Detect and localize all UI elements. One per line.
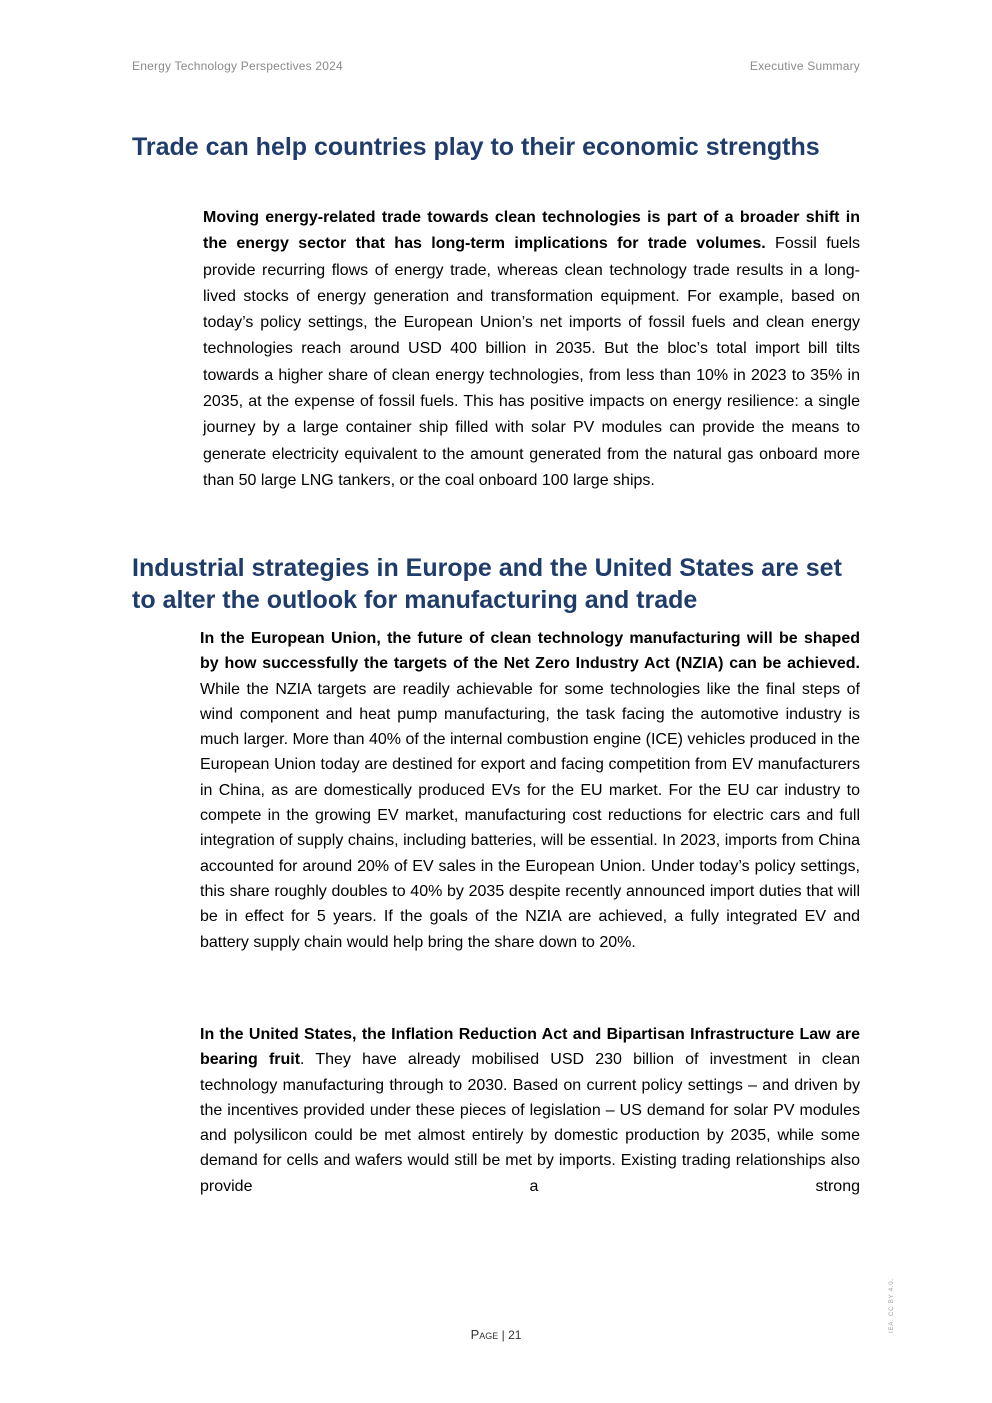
paragraph-lead: In the United States, the Inflation Reduction Act and Bipartisan Infrastructure Law are bearing fruit — [200, 1026, 860, 1069]
section-name: Executive Summary — [749, 59, 860, 73]
page-header — [132, 59, 860, 75]
license-note: IEA. CC BY 4.0. — [889, 1278, 895, 1333]
page-footer — [0, 1327, 992, 1342]
paragraph-us — [200, 1022, 860, 1199]
paragraph-body: . They have already mobilised USD 230 billion of investment in clean technology manufacturing through to 2030. Based on current policy settings – and driven by the incentives provided under these pieces of legislation – US demand for solar PV modules and polysilicon could be met almost entirely by domestic production by 2035, while some demand for cells and wafers would still be met by imports. Existing trading relationships also provide a strong — [200, 1051, 860, 1195]
paragraph-body: Fossil fuels provide recurring flows of energy trade, whereas clean technology trade results in a long-lived stocks of energy generation and transformation equipment. For example, based on today’s policy settings, the European Union’s net imports of fossil fuels and clean energy technologies reach around USD 400 billion in 2035. But the bloc’s total import bill tilts towards a higher share of clean energy technologies, from less than 10% in 2023 to 35% in 2035, at the expense of fossil fuels. This has positive impacts on energy resilience: a single journey by a large container ship filled with solar PV modules can provide the means to generate electricity equivalent to the amount generated from the natural gas onboard more than 50 large LNG tankers, or the coal onboard 100 large ships. — [203, 235, 860, 489]
paragraph-eu — [200, 626, 860, 955]
page-label: Page — [470, 1327, 499, 1342]
section-heading-industrial: Industrial strategies in Europe and the United States are set to alter the outlook for manufacturing and trade — [132, 554, 842, 614]
page-number: 21 — [508, 1328, 522, 1342]
paragraph-trade — [203, 205, 860, 494]
page-separator: | — [498, 1328, 509, 1342]
paragraph-lead: Moving energy-related trade towards clean technologies is part of a broader shift in the energy sector that has long-term implications for trade volumes. — [203, 209, 860, 253]
paragraph-lead: In the European Union, the future of clean technology manufacturing will be shaped by how successfully the targets of the Net Zero Industry Act (NZIA) can be achieved. — [200, 630, 860, 673]
section-heading-trade: Trade can help countries play to their economic strengths — [132, 133, 820, 161]
paragraph-body: While the NZIA targets are readily achievable for some technologies like the final steps of wind component and heat pump manufacturing, the task facing the automotive industry is much larger. More than 40% of the internal combustion engine (ICE) vehicles produced in the European Union today are destined for export and facing competition from EV manufacturers in China, as are domestically produced EVs for the EU market. For the EU car industry to compete in the growing EV market, manufacturing cost reductions for electric cars and full integration of supply chains, including batteries, will be essential. In 2023, imports from China accounted for around 20% of EV sales in the European Union. Under today’s policy settings, this share roughly doubles to 40% by 2035 despite recently announced import duties that will be in effect for 5 years. If the goals of the NZIA are achieved, a fully integrated EV and battery supply chain would help bring the share down to 20%. — [200, 680, 860, 951]
report-title: Energy Technology Perspectives 2024 — [132, 59, 343, 73]
